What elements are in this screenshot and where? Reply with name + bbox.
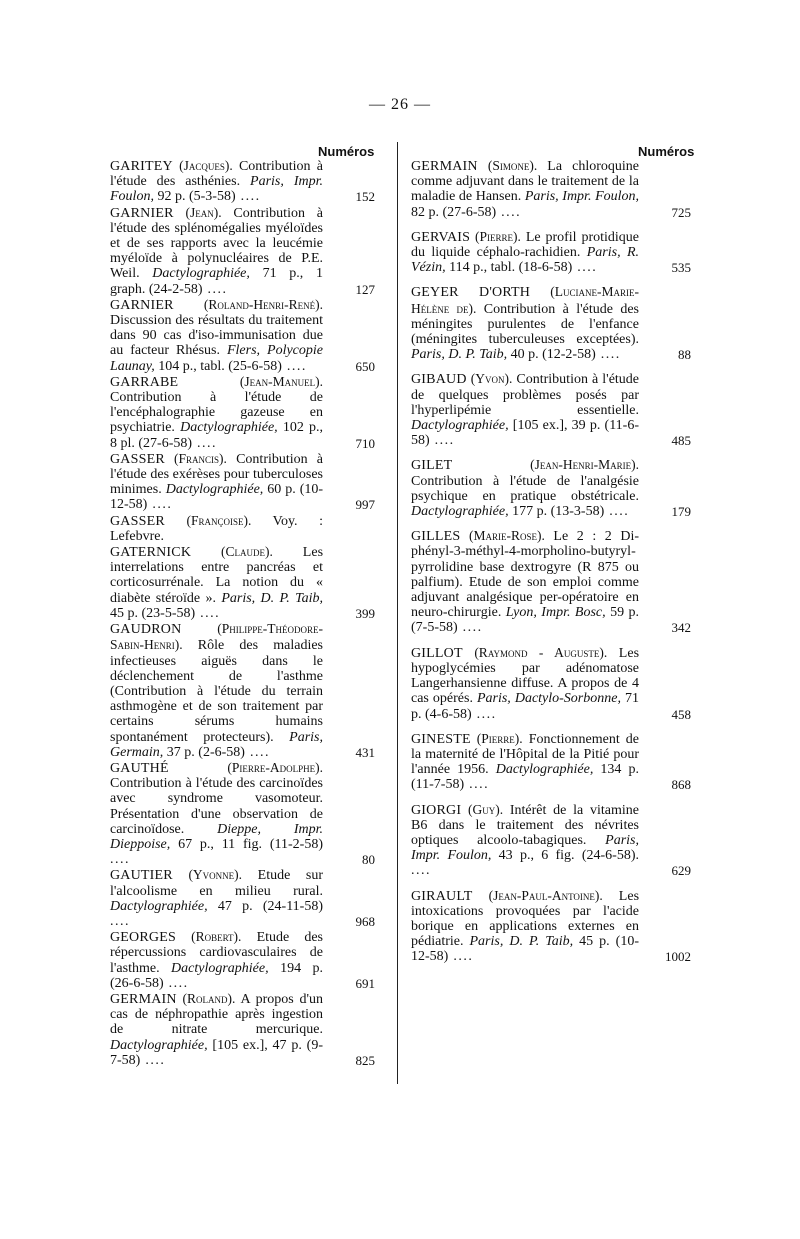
entry-author-given-names: (Pierre). [475, 228, 521, 244]
entry-publisher: Dactylographiée, [165, 482, 264, 498]
entry-publisher: Paris, Impr. Foulon, [524, 189, 640, 205]
entry-author-surname: GIBAUD [411, 372, 467, 388]
entry-details: 60 p. (10-12-58) [110, 482, 324, 513]
bibliography-entry [411, 457, 691, 519]
entry-title: Contribution à l'étude de quelques problèmes posés par l'hyperlipémie essentielle. [411, 372, 640, 418]
bibliography-entry [110, 760, 375, 867]
leader-dots: .... [192, 435, 218, 451]
entry-details: [105 ex.], 39 p. (11-6-58) [411, 418, 639, 449]
entry-author-surname: GASSER [110, 513, 165, 529]
entry-author-surname: GARNIER [110, 297, 174, 313]
leader-dots: .... [411, 863, 431, 879]
entry-publisher: Paris, R. Vézin, [411, 245, 639, 276]
bibliography-entry [110, 544, 375, 621]
entry-number: 88 [678, 347, 691, 363]
entry-publisher: Dactylographiée, [110, 898, 208, 914]
bibliography-entry [110, 205, 375, 297]
entry-title: Les interrelations entre pancréas et corticosurrénale. La notion du « diabète stéroïde ». [110, 545, 324, 606]
entry-details: 114 p., tabl. (18-6-58) [449, 260, 573, 276]
bibliography-entry [110, 374, 375, 451]
entry-details: [105 ex.], 47 p. (9-7-58) [110, 1037, 323, 1068]
entry-title: Contribution à l'étude de l'analgésie psychique en pratique obstétricale. [411, 473, 639, 504]
entry-author-given-names: (Guy). [467, 801, 504, 817]
entry-number: 485 [671, 433, 691, 449]
entry-publisher: Paris, Dactylo-Sorbonne, [476, 691, 621, 707]
entry-author-surname: GARNIER [110, 205, 174, 221]
entry-details: 194 p. (26-6-58) [110, 960, 324, 991]
entry-author-given-names: (Robert). [191, 929, 242, 945]
entry-number: 710 [355, 435, 375, 451]
entry-publisher: Flers, Polycopie Launay, [110, 343, 323, 374]
entry-publisher: Paris, Impr. Foulon, [411, 832, 639, 864]
entry-number: 431 [355, 744, 375, 760]
entry-author-given-names: (Jacques). [179, 158, 233, 173]
bibliography-entry [411, 888, 691, 965]
column-divider [397, 142, 398, 1084]
leader-dots: .... [429, 433, 455, 449]
leader-dots: .... [110, 852, 130, 868]
entry-author-given-names: (Jean-Paul-Antoine). [488, 887, 603, 903]
bibliography-entry [110, 297, 375, 374]
entry-author-given-names: (Yvon). [470, 371, 513, 387]
entry-author-surname: GILLOT [411, 645, 463, 661]
entry-details: 45 p. (23-5-58) [110, 605, 196, 621]
entry-author-surname: GINESTE [411, 731, 471, 747]
entry-number: 725 [671, 204, 691, 220]
entry-details: 82 p. (27-6-58) [411, 204, 497, 220]
entry-author-surname: GEORGES [110, 930, 176, 946]
entry-title: Voy. : Lefebvre. [110, 513, 323, 544]
entry-author-given-names: (Yvonne). [188, 867, 243, 883]
entry-author-surname: GIORGI [411, 802, 462, 818]
leader-dots: .... [281, 358, 307, 374]
entry-author-given-names: (Simone). [487, 158, 538, 173]
entry-author-given-names: (Jean). [185, 204, 222, 220]
entry-author-given-names: (Jean-Manuel). [239, 373, 323, 389]
leader-dots: .... [235, 189, 261, 205]
bibliography-entry [110, 513, 375, 544]
entry-author-given-names: (Raymond - Auguste). [474, 644, 608, 660]
entry-number: 1002 [665, 949, 691, 965]
leader-dots: .... [471, 706, 497, 722]
entry-title: Etude des répercussions cardiovasculaires de l'asthme. [110, 930, 323, 976]
entry-title: Fonctionnement de la maternité de l'Hôpital de la Pitié pour l'année 1956. [411, 731, 639, 778]
entry-title: Contribution à l'étude des asthénies. [110, 159, 323, 190]
entry-details: 67 p., 11 fig. (11-2-58) [178, 836, 323, 852]
entry-details: 71 p., 1 graph. (24-2-58) [110, 266, 323, 297]
entry-author-surname: GAUTIER [110, 868, 173, 884]
entry-publisher: Dactylographiée, [495, 762, 594, 778]
entry-author-surname: GAUTHÉ [110, 760, 169, 776]
leader-dots: .... [448, 949, 474, 965]
column-header-right: Numéros [638, 144, 695, 159]
entry-details: 92 p. (5-3-58) [157, 189, 236, 205]
entry-title: Les hypoglycémies par adénomatose Langerhansienne diffuse. A propos de 4 cas opérés. [411, 645, 640, 707]
entry-title: Le profil protidique du liquide céphalo-rachidien. [411, 229, 639, 261]
entry-details: 40 p. (12-2-58) [510, 347, 596, 363]
entry-author-given-names: (Roland-Henri-René). [203, 296, 323, 312]
entry-details: 134 p. (11-7-58) [411, 762, 640, 793]
entry-publisher: Dactylographiée, [152, 266, 250, 282]
left-column [110, 158, 375, 1068]
entry-publisher: Dactylographiée, [411, 418, 509, 434]
entry-number: 997 [355, 497, 375, 513]
entry-number: 968 [355, 913, 375, 929]
entry-number: 342 [671, 620, 691, 636]
entry-author-surname: GILET [411, 458, 453, 474]
entry-publisher: Paris, Germain, [110, 729, 323, 760]
right-column [411, 158, 691, 974]
entry-details: 43 p., 6 fig. (24-6-58). [498, 848, 639, 864]
entry-publisher: Dactylographiée, [110, 1037, 208, 1053]
entry-author-given-names: (Pierre-Adolphe). [227, 759, 323, 775]
entry-author-given-names: (Françoise). [186, 512, 252, 528]
entry-number: 179 [671, 504, 691, 520]
entry-author-surname: GARRABE [110, 374, 179, 390]
bibliography-entry [411, 158, 691, 220]
entry-author-surname: GATERNICK [110, 545, 192, 561]
entry-publisher: Paris, D. P. Taib, [469, 934, 574, 950]
entry-title: Etude sur l'alcoolisme en milieu rural. [110, 868, 324, 899]
entry-author-given-names: (Claude). [221, 544, 273, 560]
leader-dots: .... [464, 777, 490, 793]
leader-dots: .... [244, 744, 270, 760]
page-number: — 26 — [369, 96, 431, 113]
entry-author-surname: GERVAIS [411, 229, 471, 245]
entry-author-given-names: (Marie-Rose). [468, 528, 545, 544]
entry-author-given-names: (Roland). [182, 990, 236, 1006]
leader-dots: .... [147, 497, 173, 513]
entry-publisher: Paris, D. P. Taib, [221, 590, 323, 606]
bibliography-entry [110, 929, 375, 991]
entry-details: 37 p. (2-6-58) [166, 744, 245, 760]
entry-title: Les intoxications provoquées par l'acide borique en applications externes en pédiatrie. [411, 888, 640, 950]
entry-details: 71 p. (4-6-58) [411, 691, 640, 722]
bibliography-entry [110, 991, 375, 1068]
leader-dots: .... [202, 281, 228, 297]
entry-number: 152 [355, 189, 375, 205]
column-header-left: Numéros [318, 144, 375, 159]
bibliography-entry [411, 802, 691, 879]
entry-details: 104 p., tabl. (25-6-58) [158, 358, 282, 374]
entry-publisher: Paris, Impr. Foulon, [110, 174, 323, 205]
entry-number: 127 [355, 281, 375, 297]
bibliography-entry [411, 371, 691, 448]
entry-details: 177 p. (13-3-58) [512, 504, 605, 520]
entry-title: Intérêt de la vitamine B6 dans le traitement des névrites optiques alcoolo-tabagiques. [411, 802, 639, 848]
entry-number: 629 [671, 863, 691, 879]
entry-title: Contribution à l'étude des exérèses pour tuberculoses minimes. [110, 451, 324, 498]
entry-title: Contribution à l'étude de l'encéphalographie gazeuse en psychiatrie. [110, 390, 323, 436]
bibliography-entry [411, 229, 691, 276]
leader-dots: .... [572, 260, 598, 276]
entry-author-given-names: (Francis). [174, 450, 227, 466]
leader-dots: .... [604, 504, 630, 520]
bibliography-entry [110, 451, 375, 513]
entry-author-surname: GERMAIN [110, 991, 177, 1007]
bibliography-entry [110, 621, 375, 760]
entry-title: Le 2 : 2 Di-phényl-3-méthyl-4-morpholino-butyryl-pyrrolidine base dextrogyre (R 875 ou palfium). Etude de son emploi comme adjuvant analgésique per-opératoire en neuro-chirurgie. [411, 529, 639, 621]
bibliography-entry [411, 731, 691, 793]
entry-publisher: Dieppe, Impr. Dieppoise, [110, 821, 323, 852]
entry-details: 59 p. (7-5-58) [411, 605, 640, 636]
bibliography-entry [110, 867, 375, 929]
entry-number: 399 [355, 605, 375, 621]
leader-dots: .... [195, 605, 221, 621]
entry-details: 45 p. (10-12-58) [411, 934, 640, 965]
leader-dots: .... [140, 1052, 166, 1068]
entry-publisher: Dactylographiée, [171, 960, 269, 976]
bibliography-entry [411, 528, 691, 635]
bibliography-entry [110, 158, 375, 205]
leader-dots: .... [595, 347, 621, 363]
entry-author-surname: GIRAULT [411, 888, 473, 904]
entry-publisher: Paris, D. P. Taib, [411, 347, 508, 363]
entry-title: La chloroquine comme adjuvant dans le traitement de la maladie de Hansen. [411, 159, 640, 205]
entry-author-surname: GERMAIN [411, 159, 478, 174]
entry-title: Contribution à l'étude des splénomégalies myéloïdes et de ses rapports avec la leucémie myéloïde à polynucléaires de P.E. Weil. [110, 205, 324, 282]
leader-dots: .... [110, 913, 130, 929]
entry-author-surname: GEYER D'ORTH [411, 285, 531, 301]
entry-number: 825 [355, 1052, 375, 1068]
entry-author-given-names: (Luciane-Marie-Hélène de). [411, 284, 640, 316]
entry-publisher: Dactylographiée, [411, 504, 509, 520]
entry-number: 80 [362, 852, 375, 868]
entry-author-surname: GILLES [411, 529, 461, 545]
entry-publisher: Lyon, Impr. Bosc, [505, 605, 606, 621]
entry-title: Contribution à l'étude des carcinoïdes avec syndrome vasomoteur. Présentation d'une observation de carcinoïdose. [110, 776, 323, 837]
entry-author-surname: GASSER [110, 451, 165, 467]
entry-details: 47 p. (24-11-58) [217, 898, 323, 914]
entry-title: Contribution à l'étude des méningites purulentes de l'enfance (méningites tuberculeuses exceptées). [411, 301, 640, 348]
entry-title: A propos d'un cas de néphropathie après ingestion de nitrate mercurique. [110, 991, 323, 1038]
entry-number: 650 [355, 358, 375, 374]
entry-author-given-names: (Philippe-Théodore-Sabin-Henri). [110, 621, 323, 653]
entry-title: Discussion des résultats du traitement dans 90 cas d'iso-immunisation due au facteur Rhésus. [110, 313, 323, 359]
entry-number: 535 [671, 260, 691, 276]
entry-author-given-names: (Jean-Henri-Marie). [530, 457, 639, 473]
entry-details: 102 p., 8 pl. (27-6-58) [110, 420, 324, 451]
entry-number: 868 [671, 777, 691, 793]
entry-author-surname: GAUDRON [110, 622, 182, 638]
entry-number: 458 [671, 706, 691, 722]
entry-title: Rôle des maladies infectieuses aiguës dans le déclenchement de l'asthme (Contribution à l'étude du terrain asthmogène et de son traitement par certains sérums humains spontanément protecteurs). [110, 638, 323, 745]
leader-dots: .... [163, 975, 189, 991]
entry-number: 691 [355, 975, 375, 991]
leader-dots: .... [457, 620, 483, 636]
bibliography-entry [411, 284, 691, 362]
entry-author-surname: GARITEY [110, 159, 173, 174]
entry-author-given-names: (Pierre). [476, 730, 523, 746]
entry-publisher: Dactylographiée, [180, 420, 278, 436]
bibliography-entry [411, 645, 691, 722]
leader-dots: .... [496, 204, 522, 220]
